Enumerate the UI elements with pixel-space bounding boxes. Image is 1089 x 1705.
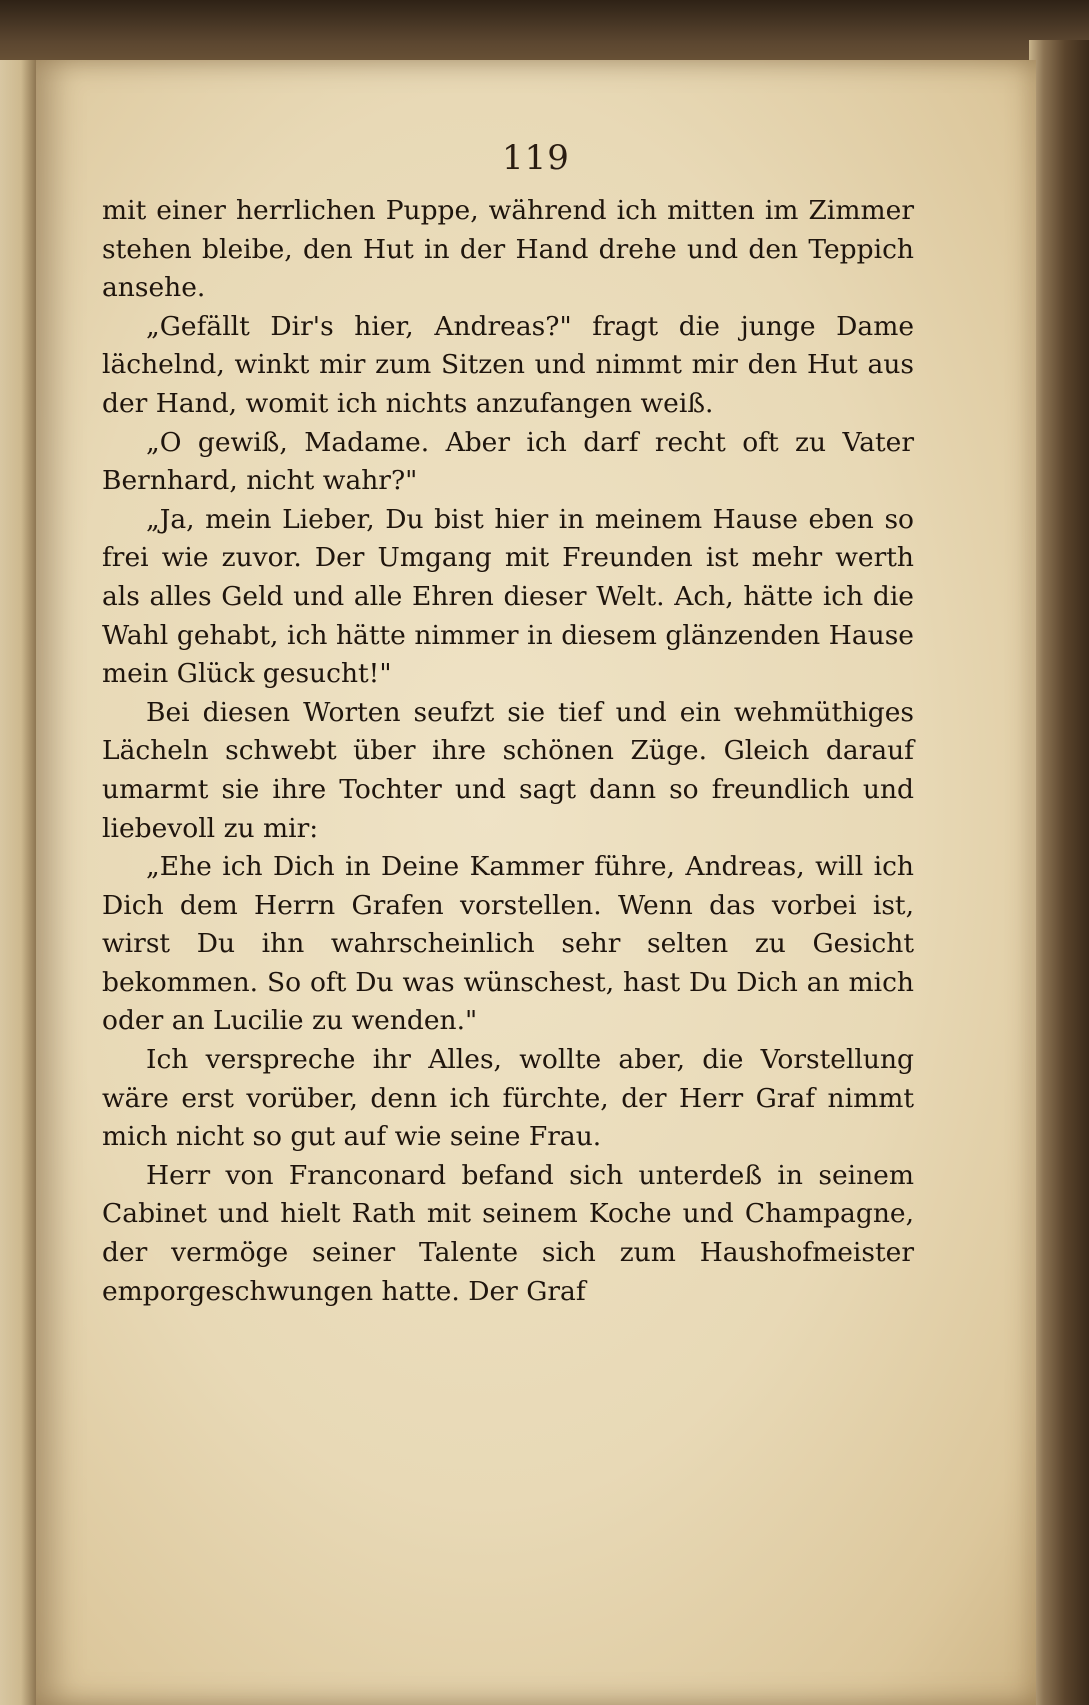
page-text (102, 192, 914, 1311)
book-cover-right-edge (1029, 40, 1089, 1705)
paragraph-2: „Gefällt Dir's hier, Andreas?" fragt die junge Dame lächelnd, winkt mir zum Sitzen und nimmt mir den Hut aus der Hand, womit ich nichts anzufangen weiß. (102, 310, 914, 419)
paragraph-6: „Ehe ich Dich in Deine Kammer führe, Andreas, will ich Dich dem Herrn Grafen vorstellen. Wenn das vorbei ist, wirst Du ihn wahrscheinlich sehr selten zu Gesicht bekommen. So oft Du was wünschest, hast Du Dich an mich oder an Lucilie zu wenden." (102, 851, 914, 1037)
paragraph-3: „O gewiß, Madame. Aber ich darf recht oft zu Vater Bernhard, nicht wahr?" (102, 426, 914, 497)
paragraph-7: Ich verspreche ihr Alles, wollte aber, die Vorstellung wäre erst vorüber, denn ich fürchte, der Herr Graf nimmt mich nicht so gut auf wie seine Frau. (102, 1044, 914, 1153)
book-page (36, 60, 1036, 1705)
page-number: 119 (502, 138, 570, 178)
paragraph-4: „Ja, mein Lieber, Du bist hier in meinem Hause eben so frei wie zuvor. Der Umgang mit Freunden ist mehr werth als alles Geld und alle Ehren dieser Welt. Ach, hätte ich die Wahl gehabt, ich hätte nimmer in diesem glänzenden Hause mein Glück gesucht!" (102, 503, 914, 690)
paragraph-1: mit einer herrlichen Puppe, während ich mitten im Zimmer stehen bleibe, den Hut in der Hand drehe und den Teppich ansehe. (102, 195, 914, 304)
paragraph-8: Herr von Franconard befand sich unterdeß in seinem Cabinet und hielt Rath mit seinem Koche und Champagne, der vermöge seiner Talente sich zum Haushofmeister emporgeschwungen hatte. Der Graf (102, 1159, 914, 1307)
paragraph-5: Bei diesen Worten seufzt sie tief und ein wehmüthiges Lächeln schwebt über ihre schönen Züge. Gleich darauf umarmt sie ihre Tochter und sagt dann so freundlich und liebevoll zu mir: (102, 696, 914, 844)
